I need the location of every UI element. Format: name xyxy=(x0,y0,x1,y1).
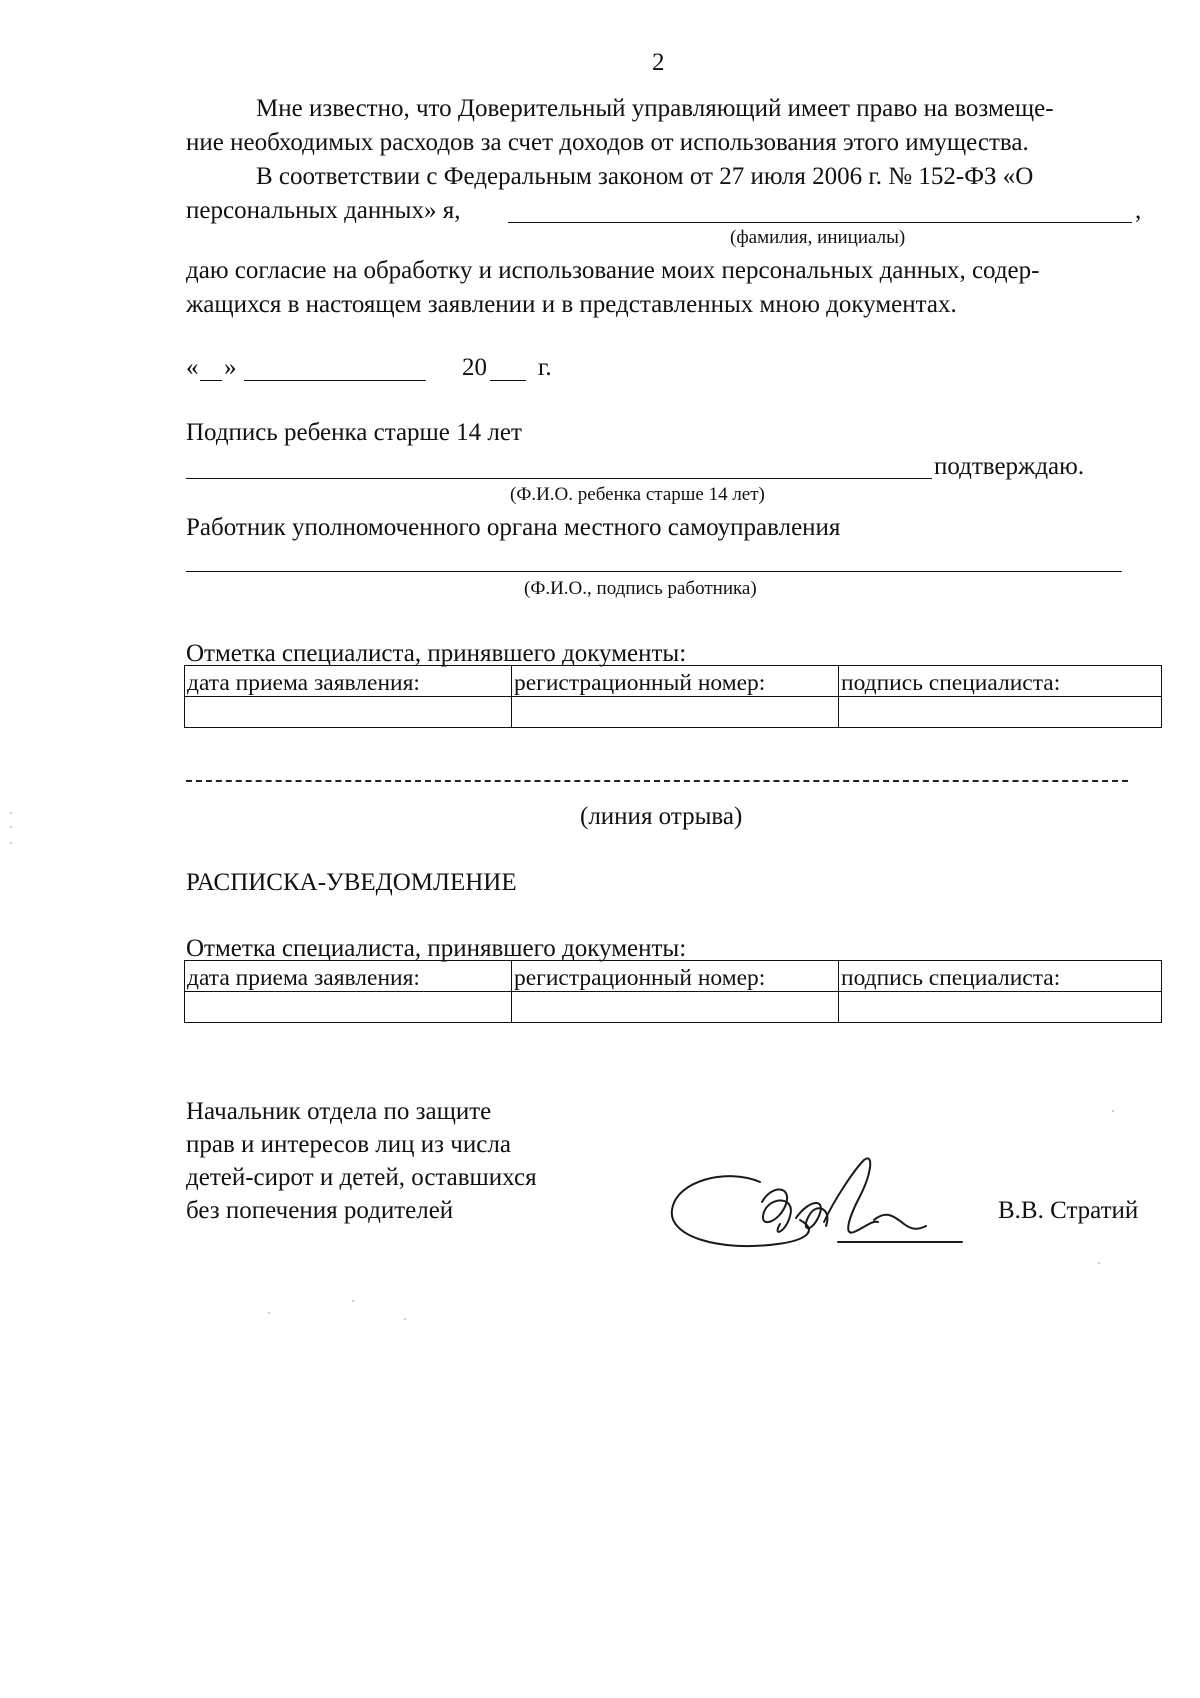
position-line-2: прав и интересов лиц из числа xyxy=(186,1131,511,1158)
table-cell[interactable] xyxy=(839,697,1162,728)
year-prefix: 20 xyxy=(462,354,487,381)
table-row xyxy=(185,961,1162,992)
paragraph2-line1: В соответствии с Федеральным законом от 27 июля 2006 г. № 152-ФЗ «О xyxy=(256,163,1034,190)
table-row xyxy=(185,666,1162,697)
table-cell[interactable] xyxy=(839,992,1162,1023)
paragraph1-line1: Мне известно, что Доверительный управляющий имеет право на возмеще- xyxy=(256,95,1054,122)
surname-fill-line xyxy=(508,222,1132,223)
paragraph2-line4: жащихся в настоящем заявлении и в представленных мною документах. xyxy=(186,291,957,318)
child-signature-label: Подпись ребенка старше 14 лет xyxy=(186,419,522,446)
table-cell[interactable] xyxy=(512,697,839,728)
table-cell[interactable] xyxy=(185,992,512,1023)
child-signature-line xyxy=(186,478,932,479)
paragraph1-line2: ние необходимых расходов за счет доходов от использования этого имущества. xyxy=(186,129,1029,156)
child-confirm-text: подтверждаю. xyxy=(934,453,1085,480)
scan-speck xyxy=(1098,1262,1100,1264)
paragraph2-line3: даю согласие на обработку и использование моих персональных данных, содер- xyxy=(186,257,1040,284)
table-header-cell: дата приема заявления: xyxy=(185,666,512,697)
year-fill-line xyxy=(490,380,526,381)
position-line-1: Начальник отдела по защите xyxy=(186,1098,492,1125)
day-fill-line xyxy=(200,380,222,381)
month-fill-line xyxy=(244,380,426,381)
table-cell[interactable] xyxy=(185,697,512,728)
worker-signature-line xyxy=(186,571,1122,572)
table-row xyxy=(185,992,1162,1023)
scan-speck xyxy=(10,842,12,844)
mark-section-1-title: Отметка специалиста, принявшего документы: xyxy=(186,640,687,667)
mark-table-1 xyxy=(184,665,1162,728)
scan-speck xyxy=(1112,1110,1114,1112)
date-close-quote: » xyxy=(224,354,237,381)
table-cell[interactable] xyxy=(512,992,839,1023)
worker-label: Работник уполномоченного органа местного самоуправления xyxy=(186,514,841,541)
table-header-cell: регистрационный номер: xyxy=(512,961,839,992)
year-suffix: г. xyxy=(538,354,552,381)
scan-speck xyxy=(404,1318,406,1320)
worker-caption: (Ф.И.О., подпись работника) xyxy=(524,578,757,599)
receipt-title: РАСПИСКА-УВЕДОМЛЕНИЕ xyxy=(186,869,517,896)
paragraph2-line2-comma: , xyxy=(1135,197,1142,224)
table-header-cell: регистрационный номер: xyxy=(512,666,839,697)
table-header-cell: подпись специалиста: xyxy=(839,961,1162,992)
scan-speck xyxy=(268,1312,270,1314)
scan-speck xyxy=(352,1300,354,1302)
page-number: 2 xyxy=(652,49,665,76)
table-header-cell: подпись специалиста: xyxy=(839,666,1162,697)
date-open-quote: « xyxy=(186,354,199,381)
table-row xyxy=(185,697,1162,728)
position-line-4: без попечения родителей xyxy=(186,1197,454,1224)
tear-line xyxy=(186,780,1128,782)
child-signature-caption: (Ф.И.О. ребенка старше 14 лет) xyxy=(510,484,765,505)
mark-section-2-title: Отметка специалиста, принявшего документы: xyxy=(186,935,687,962)
scan-speck xyxy=(10,826,12,828)
handwritten-signature xyxy=(668,1140,968,1260)
tear-line-caption: (линия отрыва) xyxy=(580,803,743,830)
paragraph2-line2: персональных данных» я, xyxy=(186,197,461,224)
table-header-cell: дата приема заявления: xyxy=(185,961,512,992)
mark-table-2 xyxy=(184,960,1162,1023)
position-line-3: детей-сирот и детей, оставшихся xyxy=(186,1164,537,1191)
surname-caption: (фамилия, инициалы) xyxy=(730,227,906,248)
signatory-name: В.В. Стратий xyxy=(998,1197,1139,1224)
scan-speck xyxy=(10,812,12,814)
